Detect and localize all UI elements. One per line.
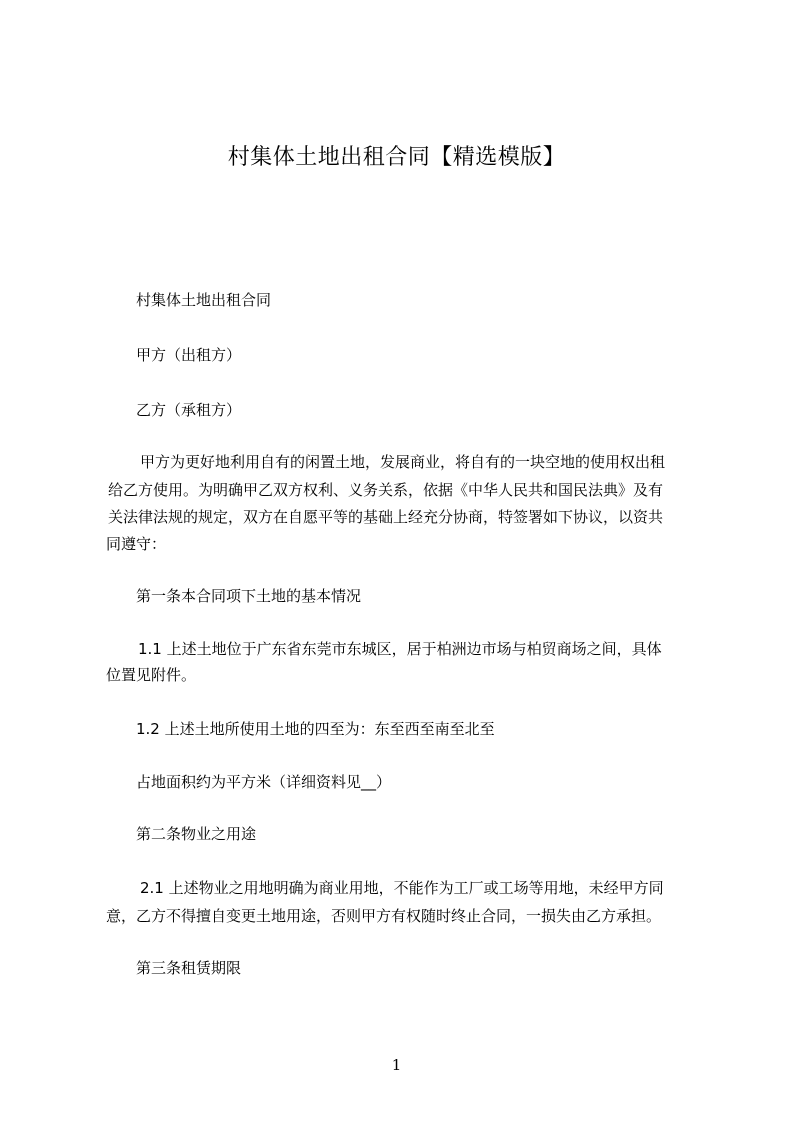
clause-2-1-line-1: 2.1 上述物业之用地明确为商业用地，不能作为工厂或工场等用地，未经甲方同 <box>140 879 664 897</box>
clause-2-1-line-2: 意，乙方不得擅自变更土地用途，否则甲方有权随时终止合同，一损失由乙方承担。 <box>106 907 662 925</box>
intro-line-4: 同遵守： <box>106 535 167 553</box>
article-3-heading: 第三条租赁期限 <box>136 959 242 977</box>
article-1-heading: 第一条本合同项下土地的基本情况 <box>136 587 362 605</box>
intro-line-3: 关法律法规的规定，双方在自愿平等的基础上经充分协商，特签署如下协议，以资共 <box>108 508 664 526</box>
clause-1-1-line-1: 1.1 上述土地位于广东省东莞市东城区，居于柏洲边市场与柏贸商场之间，具体 <box>138 640 662 658</box>
intro-line-1: 甲方为更好地利用自有的闲置土地，发展商业，将自有的一块空地的使用权出租 <box>140 453 666 471</box>
party-a-line: 甲方（出租方） <box>136 346 242 364</box>
page-number: 1 <box>391 1056 402 1074</box>
clause-1-1-line-2: 位置见附件。 <box>106 666 197 684</box>
clause-1-2: 1.2 上述土地所使用土地的四至为：东至西至南至北至 <box>136 720 495 738</box>
document-title: 村集体土地出租合同【精选模版】 <box>227 145 566 170</box>
contract-heading: 村集体土地出租合同 <box>136 291 272 309</box>
area-line: 占地面积约为平方米（详细资料见__） <box>136 773 392 791</box>
article-2-heading: 第二条物业之用途 <box>136 825 257 843</box>
intro-line-2: 给乙方使用。为明确甲乙双方权利、义务关系，依据《中华人民共和国民法典》及有 <box>108 481 664 499</box>
party-b-line: 乙方（承租方） <box>136 401 242 419</box>
